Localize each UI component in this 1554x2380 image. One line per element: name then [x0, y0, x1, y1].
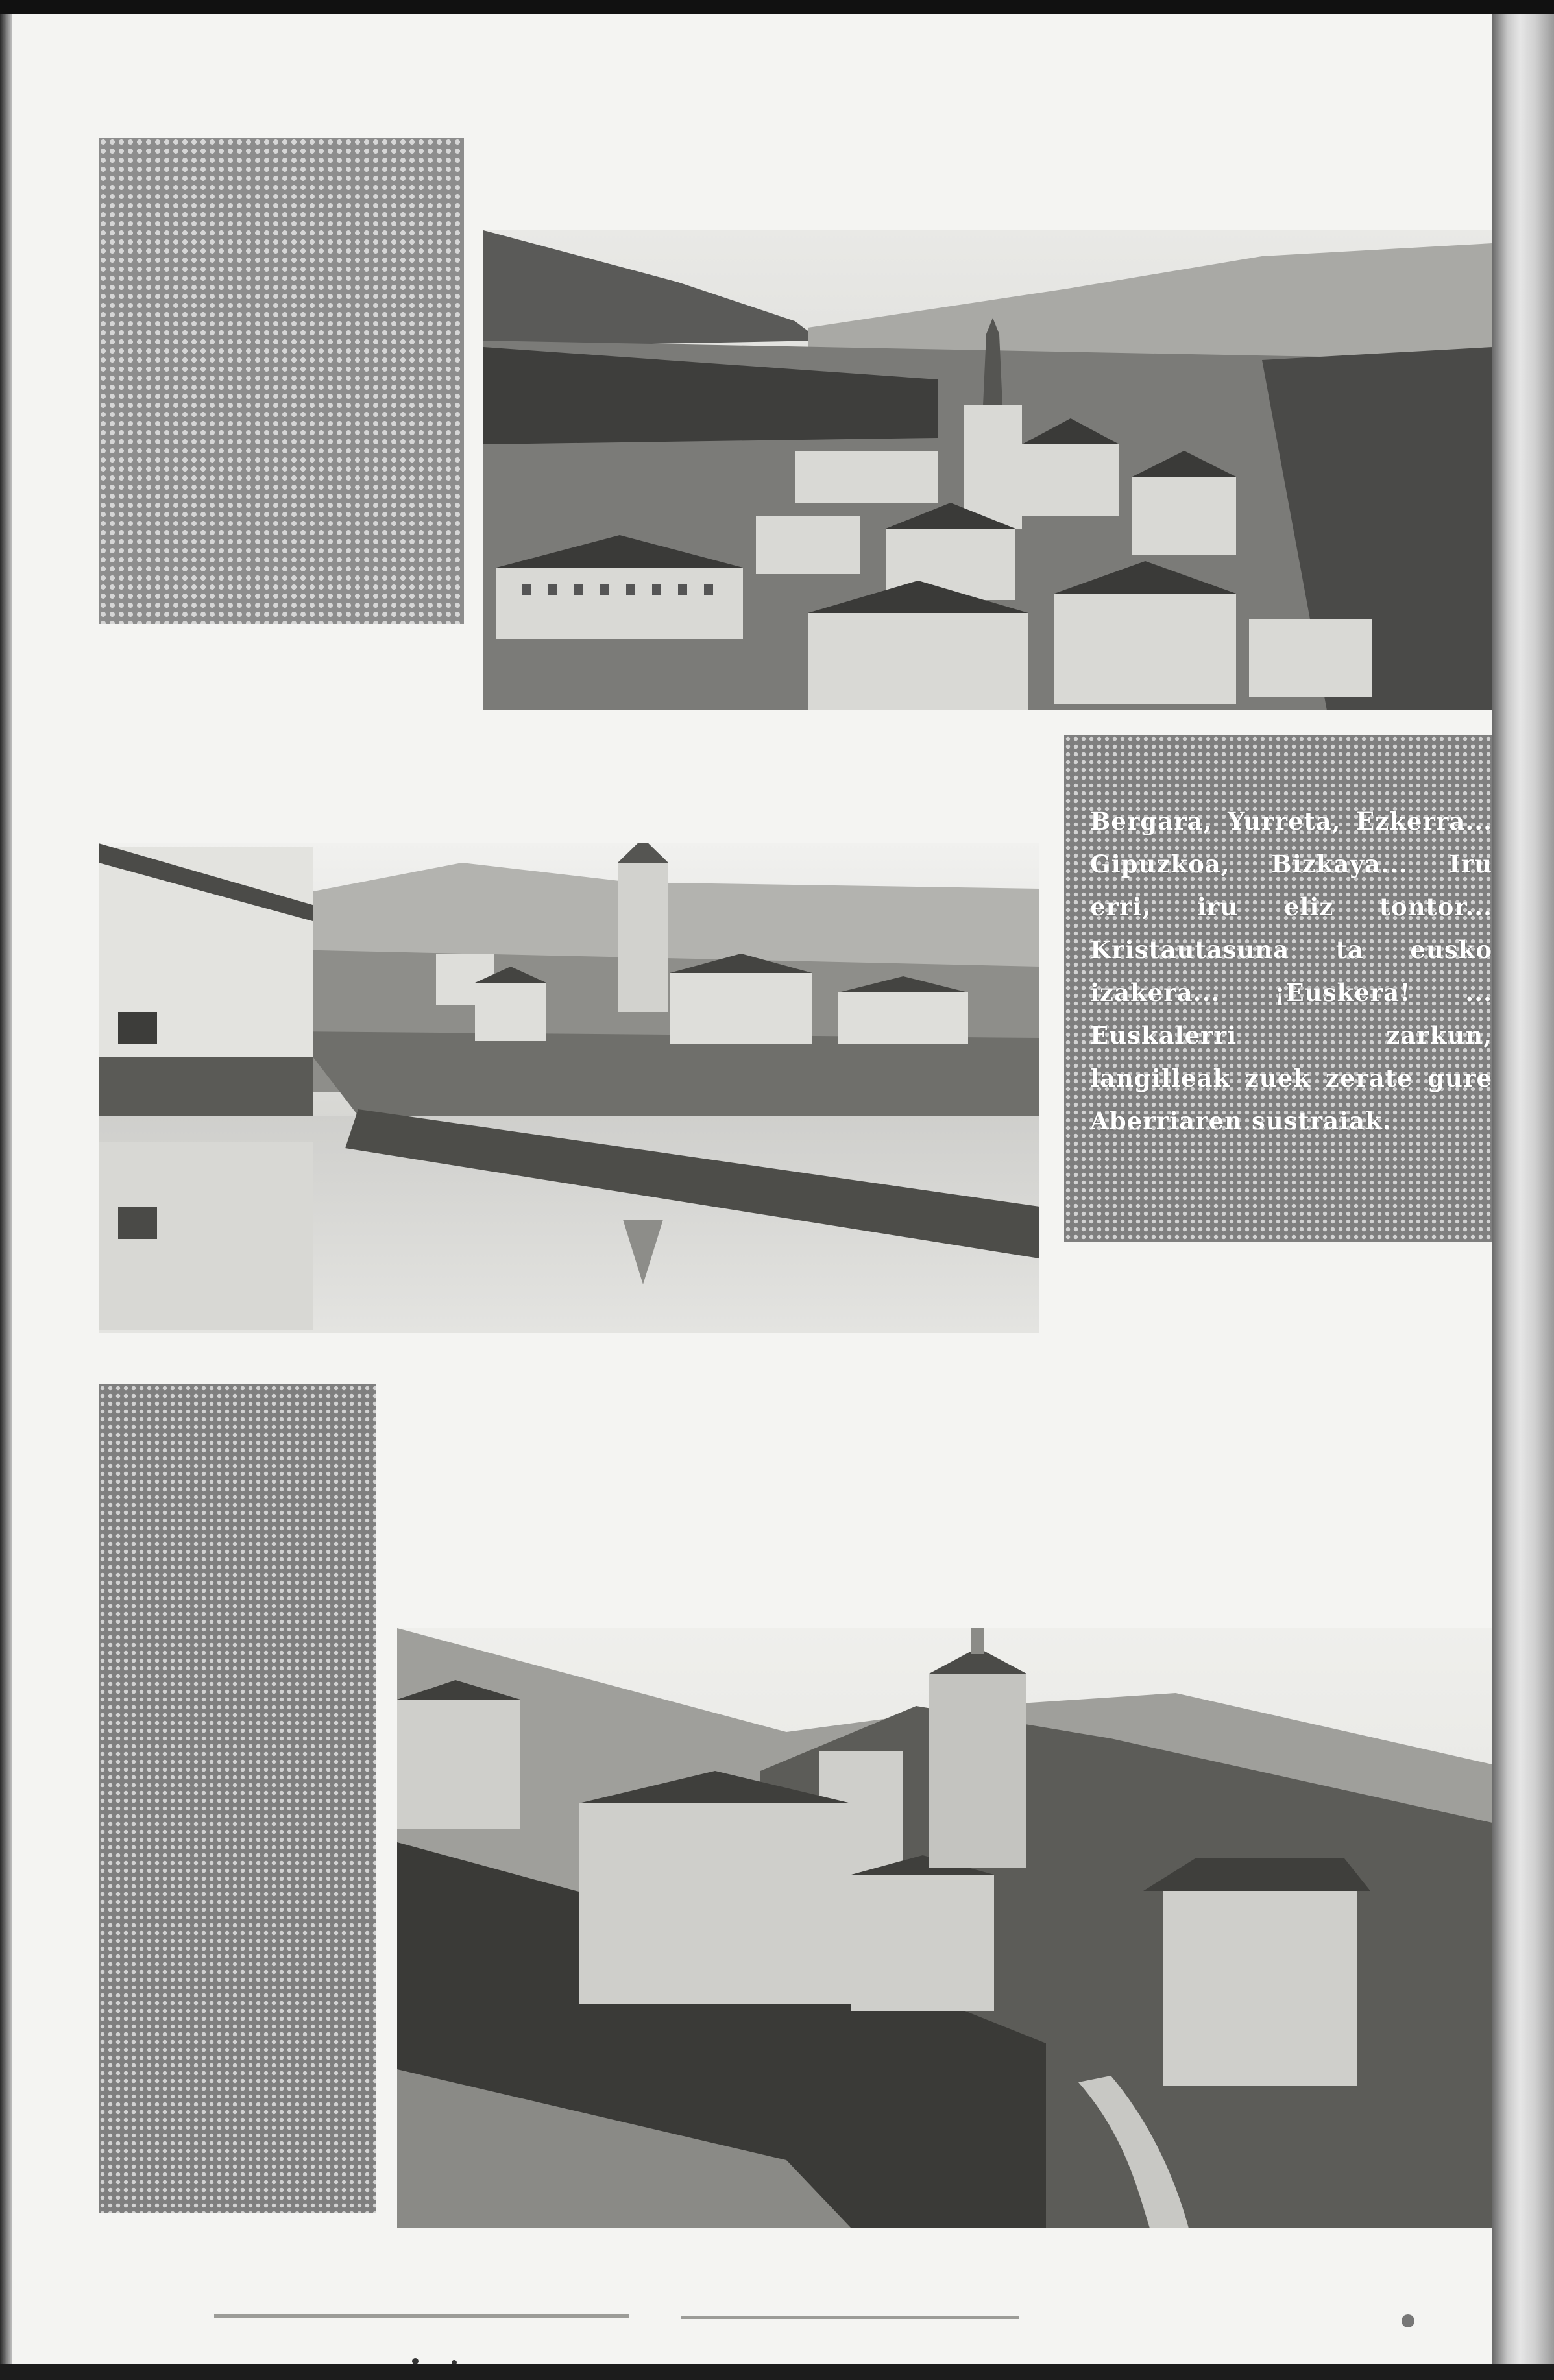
top-scan-edge	[0, 0, 1554, 14]
paper-specks	[0, 2309, 1492, 2368]
binding-edge	[1492, 0, 1554, 2380]
caption-text: Bergara, Yurreta, Ezkerra... Gipuzkoa, Bizkaya... Iru erri, iru eliz tontor... Kristautasuna ta eusko izakera... ¡Euskera! ... Euskalerri zarkun, langilleak zuek zerate gure Aberriaren sustraiak.	[1090, 807, 1492, 1135]
left-scan-edge	[0, 0, 12, 2380]
halftone-screen-bottom	[99, 1384, 376, 2213]
caption-box	[1064, 735, 1492, 1242]
photo-river-village	[99, 843, 1039, 1333]
halftone-screen-top	[99, 138, 464, 624]
photo-town-panorama	[483, 230, 1492, 710]
bottom-scan-edge	[0, 2364, 1554, 2380]
photo-hillside-village	[397, 1628, 1492, 2228]
